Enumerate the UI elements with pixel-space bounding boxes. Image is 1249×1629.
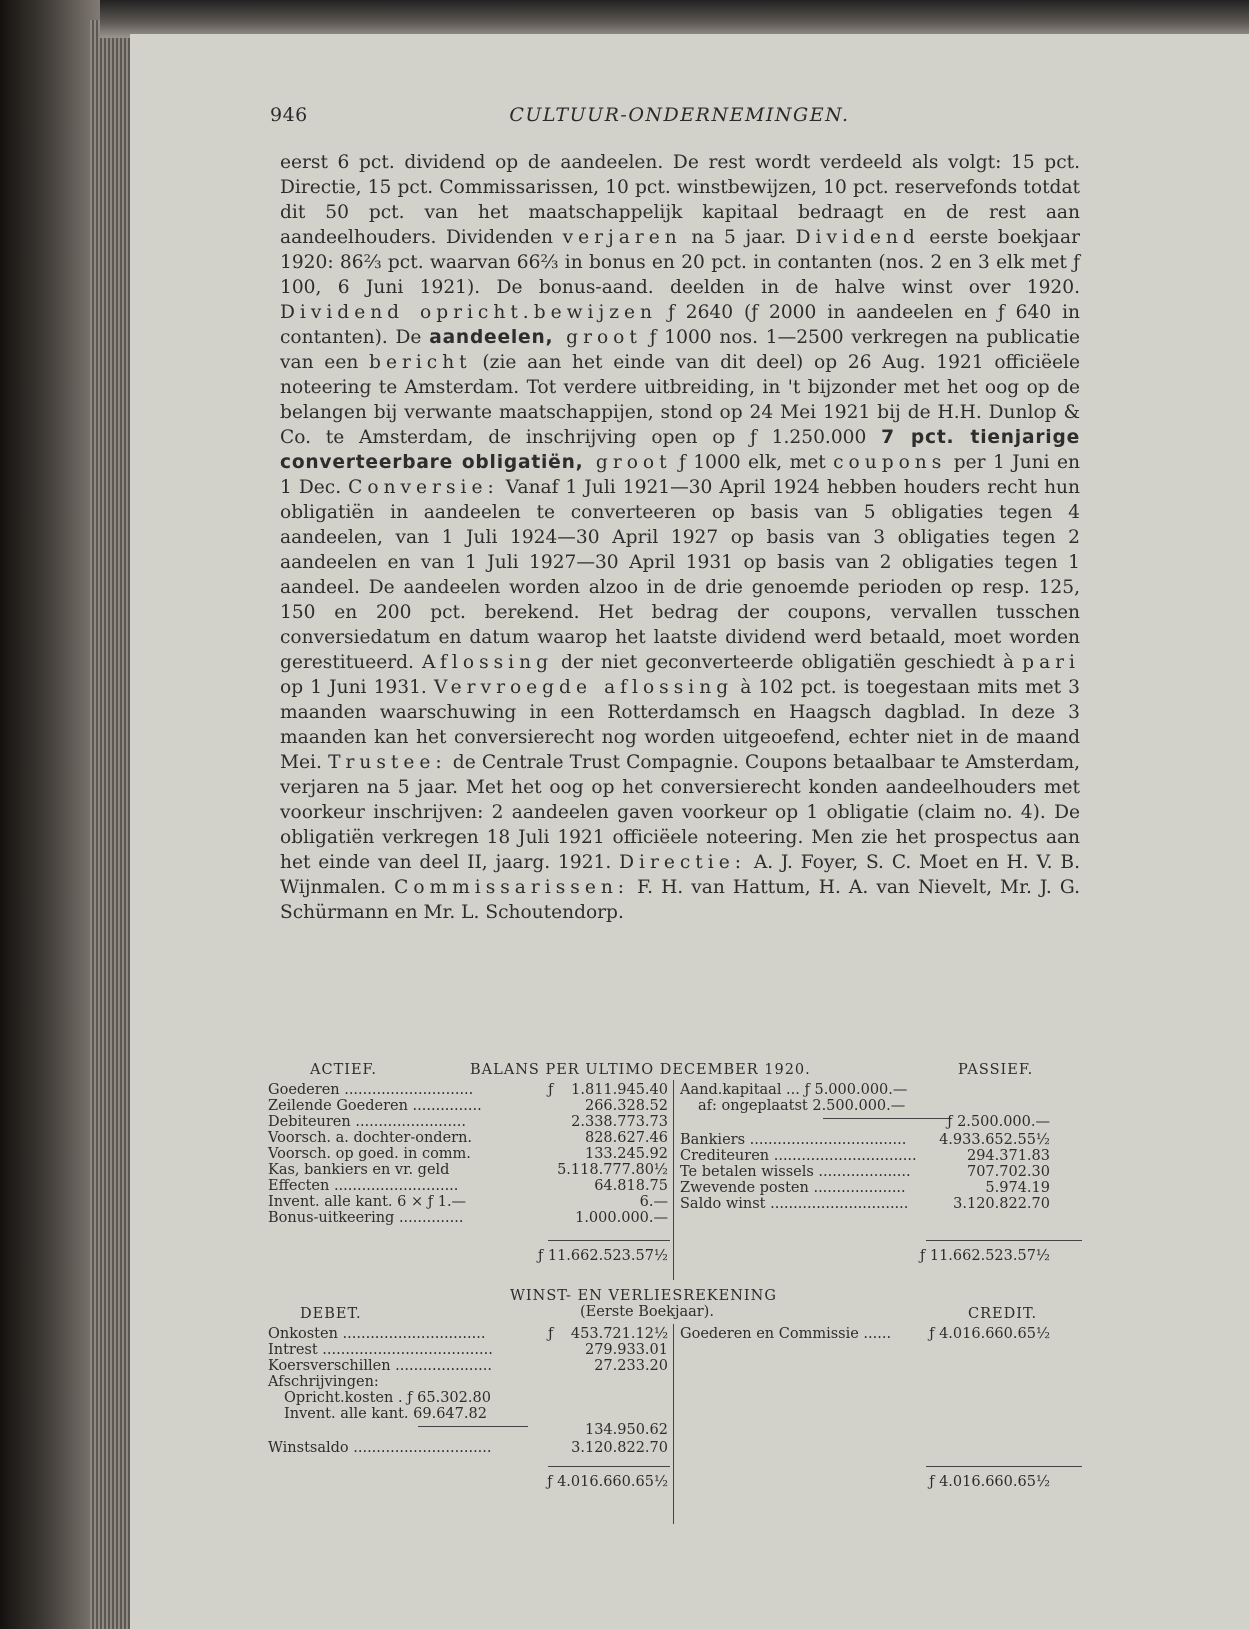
actief-heading: ACTIEF. xyxy=(310,1062,377,1078)
row-label: Zeilende Goederen ............... xyxy=(268,1098,482,1114)
row-label: Zwevende posten .................... xyxy=(680,1180,906,1196)
row-label: Intrest ..................................... xyxy=(268,1342,493,1358)
passief-heading: PASSIEF. xyxy=(958,1062,1034,1078)
bold-term: aandeelen, xyxy=(429,327,554,348)
row-value: 4.933.652.55½ xyxy=(939,1132,1050,1148)
afschrijvingen-label: Afschrijvingen: xyxy=(268,1374,379,1390)
row-label: Saldo winst .............................. xyxy=(680,1196,909,1212)
subtotal-rule xyxy=(418,1426,528,1427)
total-debet: ƒ 4.016.660.65½ xyxy=(547,1474,668,1490)
row-value: 133.245.92 xyxy=(584,1146,668,1162)
total-rule-right xyxy=(926,1466,1082,1467)
row-label: Debiteuren ........................ xyxy=(268,1114,466,1130)
row-label: Voorsch. op goed. in comm. xyxy=(268,1146,471,1162)
pl-subtitle: (Eerste Boekjaar). xyxy=(580,1304,714,1320)
text-run: A. J. Foyer, S. C. Moet en H. V. B. Wijnmalen. xyxy=(280,852,1081,898)
row-label: Crediteuren ............................... xyxy=(680,1148,917,1164)
total-rule-right xyxy=(926,1240,1082,1241)
text-run: de Centrale Trust Compagnie. Coupons betaalbaar te Amsterdam, verjaren na 5 jaar. Met het oog op het conversierecht konden aandeelhouders met voorkeur inschrijven: 2 aandeelen gaven voorkeur op 1 obligatie (claim no. 4). De obligatiën verkregen 18 Juli 1921 officiëele noteering. Men zie het prospectus aan het einde van deel II, jaarg. 1921. xyxy=(280,752,1080,873)
row-value: 64.818.75 xyxy=(594,1178,668,1194)
kapitaal-label: Aand.kapitaal ... ƒ 5.000.000.— xyxy=(680,1082,908,1098)
winstsaldo-label: Winstsaldo .............................. xyxy=(268,1440,492,1456)
credit-value: ƒ 4.016.660.65½ xyxy=(929,1326,1050,1342)
column-divider xyxy=(673,1080,674,1280)
spaced-term: Dividend opricht.bewijzen xyxy=(280,302,658,323)
spaced-term: groot xyxy=(583,452,672,473)
subtotal-rule xyxy=(823,1118,951,1119)
text-run: der niet geconverteerde obligatiën geschiedt à xyxy=(553,652,1023,673)
row-value: 266.328.52 xyxy=(584,1098,668,1114)
row-label: Koersverschillen ..................... xyxy=(268,1358,492,1374)
spaced-term: Vervroegde aflossing xyxy=(433,677,734,698)
page-stack-edge xyxy=(90,20,130,1629)
text-run: na 5 jaar. xyxy=(681,227,796,248)
row-value: 5.118.777.80½ xyxy=(557,1162,668,1178)
text-run: ƒ 1000 nos. 1—2500 verkregen na publicatie van een xyxy=(280,327,1080,373)
book-page xyxy=(130,34,1249,1629)
text-run: op 1 Juni 1931. xyxy=(280,677,434,698)
winstsaldo-value: 3.120.822.70 xyxy=(571,1440,668,1456)
text-run: Vanaf 1 Juli 1921—30 April 1924 hebben houders recht hun obligatiën in aandeelen te converteeren op basis van 5 obligaties tegen 4 aandeelen, van 1 Juli 1924—30 April 1927 op basis van 3 obligaties tegen 2 aandeelen en van 1 Juli 1927—30 April 1931 op basis van 2 obligaties tegen 1 aandeel. De aandeelen worden alzoo in de drie genoemde perioden op resp. 125, 150 en 200 pct. berekend. Het bedrag der coupons, vervallen tusschen conversiedatum en datum waarop het laatste dividend werd betaald, moet worden gerestitueerd. xyxy=(280,477,1080,673)
spaced-term: Directie: xyxy=(619,852,746,873)
page-number: 946 xyxy=(270,104,308,126)
text-run: eerste boekjaar 1920: 86⅔ pct. waarvan 66⅔ in bonus en 20 pct. in contanten (nos. 2 en 3 elk met ƒ 100, 6 Juni 1921). De bonus-aand. deelden in de halve winst over 1920. xyxy=(280,227,1080,298)
column-divider xyxy=(673,1324,674,1524)
row-label: Te betalen wissels .................... xyxy=(680,1164,911,1180)
balance-title: BALANS PER ULTIMO DECEMBER 1920. xyxy=(470,1062,811,1078)
page-header xyxy=(270,104,850,126)
opricht-label: Opricht.kosten . ƒ 65.302.80 xyxy=(284,1390,491,1406)
page-title: CULTUUR-ONDERNEMINGEN. xyxy=(509,104,850,126)
spaced-term: Conversie: xyxy=(348,477,499,498)
row-value: 27.233.20 xyxy=(594,1358,668,1374)
row-value: 279.933.01 xyxy=(584,1342,668,1358)
row-label: Goederen ............................ xyxy=(268,1082,474,1098)
row-label: Voorsch. a. dochter-ondern. xyxy=(268,1130,473,1146)
spaced-term: pari xyxy=(1022,652,1080,673)
book-top-edge xyxy=(100,0,1249,38)
debet-heading: DEBET. xyxy=(300,1306,362,1322)
total-passief: ƒ 11.662.523.57½ xyxy=(919,1248,1050,1264)
row-value: 1.000.000.— xyxy=(575,1210,668,1226)
text-run: (zie aan het einde van dit deel) op 26 Aug. 1921 officiëele noteering te Amsterdam. Tot verdere uitbreiding, in 't bijzonder met het oog op de belangen bij verwante maatschappijen, stond op 24 Mei 1921 bij de H.H. Dunlop & Co. te Amsterdam, de inschrijving open op ƒ 1.250.000 xyxy=(280,352,1080,448)
kapitaal-value: ƒ 2.500.000.— xyxy=(947,1114,1050,1130)
afschrijvingen-value: 134.950.62 xyxy=(584,1422,668,1438)
spaced-term: verjaren xyxy=(562,227,682,248)
text-run: per 1 Juni en 1 Dec. xyxy=(280,452,1080,498)
body-paragraph xyxy=(280,150,1080,925)
pl-title: WINST- EN VERLIESREKENING xyxy=(510,1288,777,1304)
spaced-term: Trustee: xyxy=(328,752,447,773)
row-value: 1.811.945.40 xyxy=(571,1082,668,1098)
text-run: ƒ 2640 (ƒ 2000 in aandeelen en ƒ 640 in contanten). De xyxy=(280,302,1081,348)
total-actief: ƒ 11.662.523.57½ xyxy=(537,1248,668,1264)
invent-label: Invent. alle kant. 69.647.82 xyxy=(284,1406,487,1422)
row-value: 294.371.83 xyxy=(966,1148,1050,1164)
spaced-term: Dividend xyxy=(795,227,920,248)
row-value: 707.702.30 xyxy=(966,1164,1050,1180)
row-value: 453.721.12½ xyxy=(570,1326,668,1342)
spaced-term: groot xyxy=(553,327,642,348)
text-run: à 102 pct. is toegestaan mits met 3 maanden waarschuwing in een Rotterdamsch en Haagsch dagblad. In deze 3 maanden kan het conversierecht nog worden uitgeoefend, echter niet in de maand Mei. xyxy=(280,677,1080,773)
credit-heading: CREDIT. xyxy=(968,1306,1038,1322)
spaced-term: Commissarissen: xyxy=(394,877,630,898)
total-credit: ƒ 4.016.660.65½ xyxy=(929,1474,1050,1490)
text-run: eerst 6 pct. dividend op de aandeelen. De rest wordt verdeeld als volgt: 15 pct. Directie, 15 pct. Commissarissen, 10 pct. winstbewijzen, 10 pct. reservefonds totdat dit 50 pct. van het maatschappelijk kapitaal bedraagt en de rest aan aandeelhouders. Dividenden xyxy=(280,152,1080,248)
row-label: Invent. alle kant. 6 × ƒ 1.— xyxy=(268,1194,467,1210)
spaced-term: coupons xyxy=(833,452,947,473)
currency-symbol: ƒ xyxy=(548,1082,554,1098)
row-value: 2.338.773.73 xyxy=(571,1114,668,1130)
row-value: 3.120.822.70 xyxy=(953,1196,1050,1212)
row-label: Kas, bankiers en vr. geld xyxy=(268,1162,450,1178)
currency-symbol: ƒ xyxy=(548,1326,554,1342)
row-value: 828.627.46 xyxy=(584,1130,668,1146)
total-rule-left xyxy=(548,1466,670,1467)
row-value: 5.974.19 xyxy=(985,1180,1050,1196)
profit-loss-account xyxy=(268,1288,1228,1528)
spaced-term: Aflossing xyxy=(421,652,553,673)
row-label: Bankiers .................................. xyxy=(680,1132,907,1148)
spaced-term: bericht xyxy=(369,352,472,373)
total-rule-left xyxy=(548,1240,670,1241)
text-run: ƒ 1000 elk, met xyxy=(671,452,834,473)
row-label: Onkosten ............................... xyxy=(268,1326,486,1342)
row-value: 6.— xyxy=(639,1194,668,1210)
text-run: F. H. van Hattum, H. A. van Nievelt, Mr. J. G. Schürmann en Mr. L. Schoutendorp. xyxy=(280,877,1080,923)
bold-term: 7 pct. tienjarige converteerbare obligatiën, xyxy=(280,427,1080,473)
row-label: Effecten ........................... xyxy=(268,1178,459,1194)
credit-label: Goederen en Commissie ...... xyxy=(680,1326,892,1342)
balance-sheet xyxy=(268,1062,1228,1282)
ongeplaatst-label: af: ongeplaatst 2.500.000.— xyxy=(698,1098,906,1114)
row-label: Bonus-uitkeering .............. xyxy=(268,1210,464,1226)
